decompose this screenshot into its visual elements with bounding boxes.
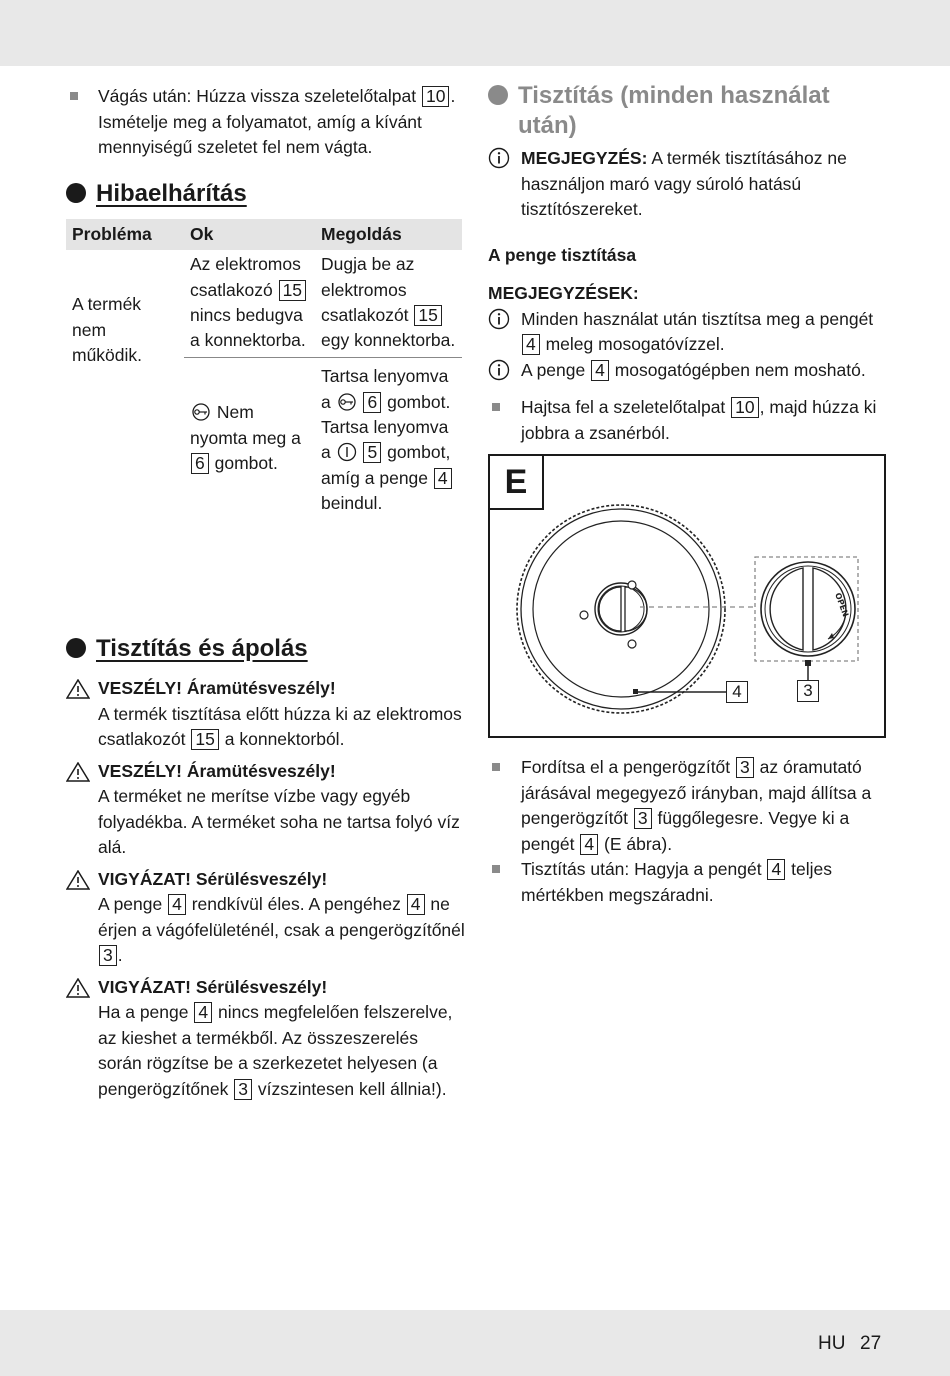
section-heading-tisztitas-minden: Tisztítás (minden használat után) [488,82,888,142]
blade-diagram [490,456,884,736]
bullet-dot-icon [488,85,508,105]
info-icon [488,308,510,330]
note: MEGJEGYZÉS: A termék tisztításához ne használjon maró vagy súroló hatású tisztítószereket. [488,146,888,223]
bullet-dot-icon [66,638,86,658]
warning-triangle-icon [66,762,90,782]
header-solution: Megoldás [315,219,462,250]
right-text-block [488,146,888,446]
key-icon [190,403,212,421]
header-cause: Ok [184,219,315,250]
bullet-dot-icon [66,183,86,203]
info-icon [488,147,510,169]
solution-cell-1: Dugja be az elektromos csatlakozót 15 egy konnektorba. [315,250,462,358]
warning-2: VESZÉLY! Áramütésveszély! A terméket ne merítse vízbe vagy egyéb folyadékba. A terméket soha ne tartsa folyó víz alá. [66,759,466,861]
figure-label: E [490,456,544,510]
bullet-icon [70,92,78,100]
cause-cell-2: Nem nyomta meg a 6 gombot. [190,402,301,474]
cause-cell-1: Az elektromos csatlakozó 15 nincs bedugva a konnektorba. [184,250,315,358]
figure-ref-4: 4 [726,681,748,703]
warning-triangle-icon [66,679,90,699]
open-label: OPEN [833,591,851,619]
bullet-3: Tisztítás után: Hagyja a pengét 4 teljes mértékben megszáradni. [488,857,888,908]
power-icon [336,442,358,462]
warning-4: VIGYÁZAT! Sérülésveszély! Ha a penge 4 nincs megfelelően felszerelve, az kieshet a termékből. Az összeszerelés során rögzítse be a szerkezetet helyesen (a pengerögzítőnek 3 vízszintesen kell állnia!). [66,975,466,1103]
warning-3: VIGYÁZAT! Sérülésveszély! A penge 4 rendkívül éles. A pengéhez 4 ne érjen a vágófelületénél, csak a pengerögzítőnél 3 . [66,867,466,969]
note-1: Minden használat után tisztítsa meg a pengét 4 meleg mosogatóvízzel. [488,307,888,358]
key-icon [336,393,358,411]
warning-triangle-icon [66,978,90,998]
bullet-icon [492,865,500,873]
after-figure-bullets [488,755,888,908]
top-bullet: Vágás után: Húzza vissza szeletelőtalpat 10 . Ismételje meg a folyamatot, amíg a kívánt mennyiségű szeletet fel nem vágta. [66,84,462,161]
header-band [0,0,950,66]
header-problem: Probléma [66,219,184,250]
bullet-icon [492,763,500,771]
troubleshooting-table [66,219,462,518]
bullet-icon [492,403,500,411]
solution-cell-2: Tartsa lenyomva a 6 gombot. Tartsa lenyomva a 5 gombot, amíg a penge 4 beindul. [321,366,451,513]
warnings-block [66,676,466,1102]
info-icon [488,359,510,381]
warning-1: VESZÉLY! Áramütésveszély! A termék tisztítása előtt húzza ki az elektromos csatlakozót 15 a konnektorból. [66,676,466,753]
footer-lang: HU [818,1333,846,1354]
note-2: A penge 4 mosogatógépben nem mosható. [488,358,888,384]
bullet-2: Fordítsa el a pengerögzítőt 3 az óramutató járásával megegyező irányban, majd állítsa a pengerögzítőt 3 függőlegesre. Vegye ki a pengét 4 (E ábra). [488,755,888,857]
subheading-penge: A penge tisztítása [488,244,637,265]
bullet-1: Hajtsa fel a szeletelőtalpat 10 , majd húzza ki jobbra a zsanérból. [488,395,888,446]
footer-band [0,1310,950,1376]
notes-label: MEGJEGYZÉSEK: [488,283,639,303]
problem-cell: A termék nem működik. [72,294,143,365]
warning-triangle-icon [66,870,90,890]
figure-e [488,454,886,738]
figure-ref-3: 3 [797,680,819,702]
page-number: 27 [860,1333,882,1354]
